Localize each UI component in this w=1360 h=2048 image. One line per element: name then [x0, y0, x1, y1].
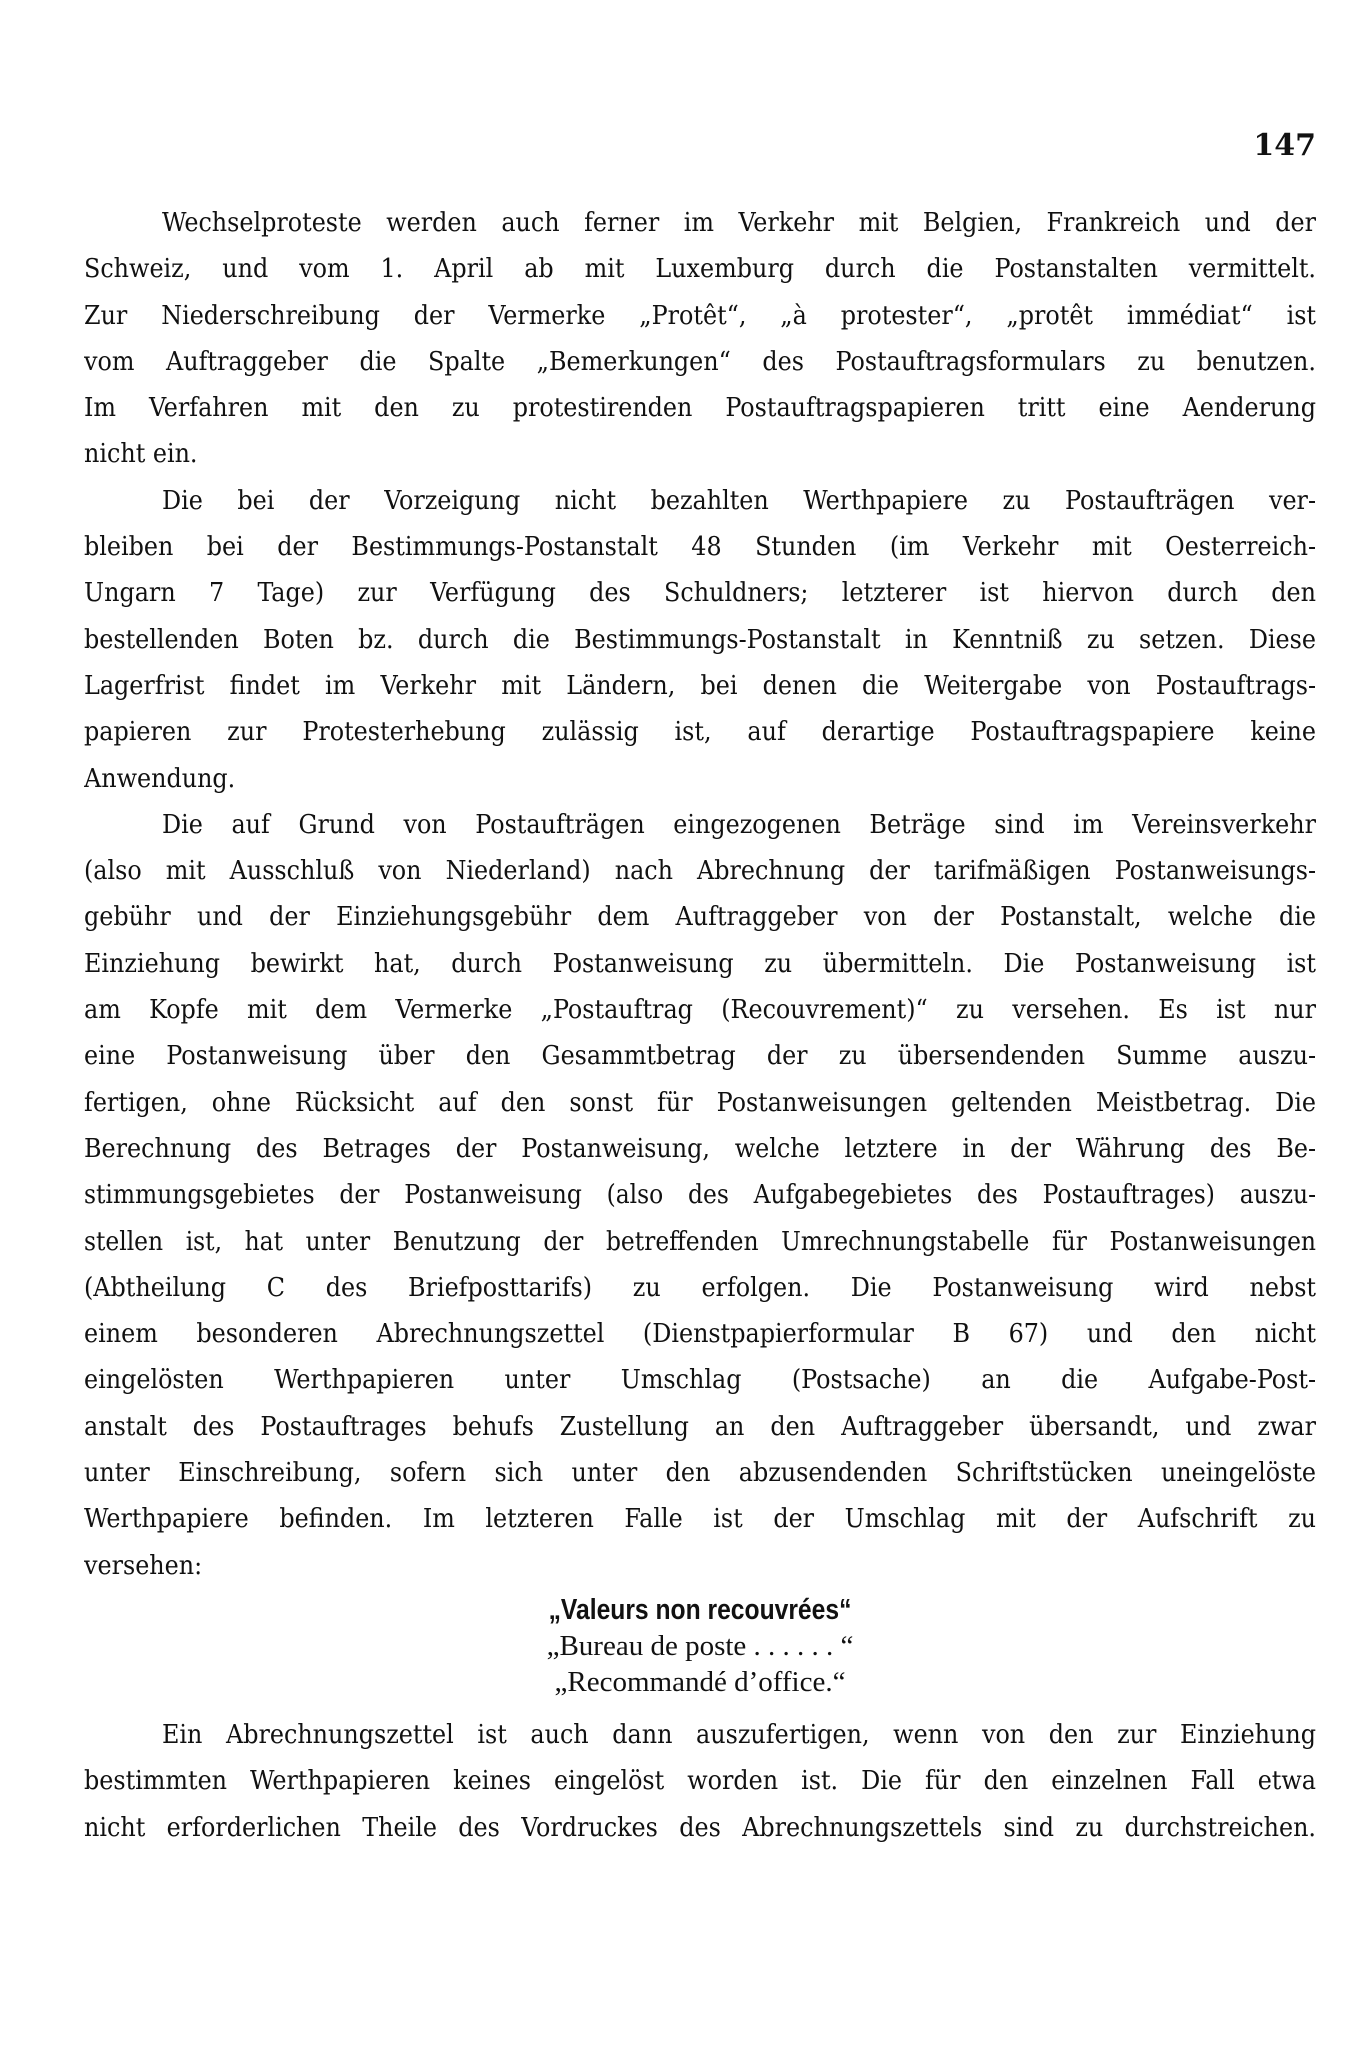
- text-line: Ein Abrechnungszettel ist auch dann auszufertigen, wenn von den zur Einziehung: [162, 1719, 1316, 1750]
- inscription-valeurs: „Valeurs non recouvrées“: [548, 1594, 852, 1626]
- text-line: Einziehung bewirkt hat, durch Postanweisung zu übermitteln. Die Postanweisung ist: [84, 947, 1316, 979]
- text-line: Anwendung.: [84, 762, 236, 794]
- paragraph-wechselproteste: [84, 200, 1316, 478]
- envelope-inscription: [84, 1592, 1316, 1700]
- text-line: Schweiz, und vom 1. April ab mit Luxemburg durch die Postanstalten vermittelt.: [84, 253, 1316, 285]
- text-line: bestimmten Werthpapieren keines eingelöst worden ist. Die für den einzelnen Fall etwa: [84, 1765, 1316, 1797]
- inscription-bureau: „Bureau de poste . . . . . . “: [546, 1630, 854, 1662]
- text-line: nicht ein.: [84, 438, 198, 470]
- inscription-recommande: „Recommandé d’office.“: [554, 1666, 846, 1698]
- text-line: Lagerfrist findet im Verkehr mit Ländern, bei denen die Weitergabe von Postauftrags-: [84, 669, 1316, 701]
- text-line: einem besonderen Abrechnungszettel (Dienstpapierformular B 67) und den nicht: [84, 1318, 1316, 1350]
- text-line: Ungarn 7 Tage) zur Verfügung des Schuldners; letzterer ist hiervon durch den: [84, 577, 1316, 609]
- text-line: vom Auftraggeber die Spalte „Bemerkungen“ des Postauftragsformulars zu benutzen.: [84, 345, 1316, 377]
- text-line: eine Postanweisung über den Gesammtbetrag der zu übersendenden Summe auszu-: [84, 1040, 1316, 1072]
- paragraph-vorzeigung: [84, 478, 1316, 802]
- text-line: bleiben bei der Bestimmungs-Postanstalt 48 Stunden (im Verkehr mit Oesterreich-: [84, 531, 1316, 563]
- text-line: am Kopfe mit dem Vermerke „Postauftrag (Recouvrement)“ zu versehen. Es ist nur: [84, 994, 1316, 1026]
- text-line: (also mit Ausschluß von Niederland) nach Abrechnung der tarifmäßigen Postanweisungs-: [84, 855, 1316, 887]
- text-line: Werthpapiere befinden. Im letzteren Falle ist der Umschlag mit der Aufschrift zu: [84, 1503, 1316, 1535]
- text-line: papieren zur Protesterhebung zulässig ist, auf derartige Postauftragspapiere keine: [84, 716, 1316, 748]
- text-line: Im Verfahren mit den zu protestirenden Postauftragspapieren tritt eine Aenderung: [84, 392, 1316, 424]
- paragraph-eingezogene-betraege: [84, 802, 1316, 1589]
- text-line: Zur Niederschreibung der Vermerke „Protêt“, „à protester“, „protêt immédiat“ ist: [84, 299, 1316, 331]
- text-line: Die bei der Vorzeigung nicht bezahlten Werthpapiere zu Postaufträgen ver-: [162, 484, 1316, 516]
- text-line: stimmungsgebietes der Postanweisung (also des Aufgabegebietes des Postauftrages) auszu-: [84, 1180, 1316, 1211]
- page-number: 147: [1253, 128, 1316, 163]
- text-line: Wechselproteste werden auch ferner im Verkehr mit Belgien, Frankreich und der: [162, 207, 1316, 238]
- text-line: eingelösten Werthpapieren unter Umschlag (Postsache) an die Aufgabe-Post-: [84, 1364, 1316, 1396]
- text-line: Berechnung des Betrages der Postanweisung, welche letztere in der Währung des Be-: [84, 1132, 1316, 1164]
- text-line: versehen:: [84, 1549, 203, 1581]
- text-line: (Abtheilung C des Briefposttarifs) zu erfolgen. Die Postanweisung wird nebst: [84, 1271, 1316, 1303]
- text-line: fertigen, ohne Rücksicht auf den sonst für Postanweisungen geltenden Meistbetrag. Die: [84, 1086, 1316, 1118]
- paragraph-abrechnungszettel: [84, 1712, 1316, 1851]
- text-line: nicht erforderlichen Theile des Vordruckes des Abrechnungszettels sind zu durchstreichen.: [84, 1811, 1316, 1843]
- text-line: anstalt des Postauftrages behufs Zustellung an den Auftraggeber übersandt, und zwar: [84, 1410, 1316, 1442]
- text-line: gebühr und der Einziehungsgebühr dem Auftraggeber von der Postanstalt, welche die: [84, 901, 1316, 933]
- text-line: stellen ist, hat unter Benutzung der betreffenden Umrechnungstabelle für Postanweisungen: [84, 1226, 1316, 1257]
- text-line: Die auf Grund von Postaufträgen eingezogenen Beträge sind im Vereinsverkehr: [162, 808, 1316, 840]
- text-line: unter Einschreibung, sofern sich unter den abzusendenden Schriftstücken uneingelöste: [84, 1457, 1316, 1489]
- text-line: bestellenden Boten bz. durch die Bestimmungs-Postanstalt in Kenntniß zu setzen. Diese: [84, 623, 1316, 655]
- body-text: [84, 200, 1316, 1589]
